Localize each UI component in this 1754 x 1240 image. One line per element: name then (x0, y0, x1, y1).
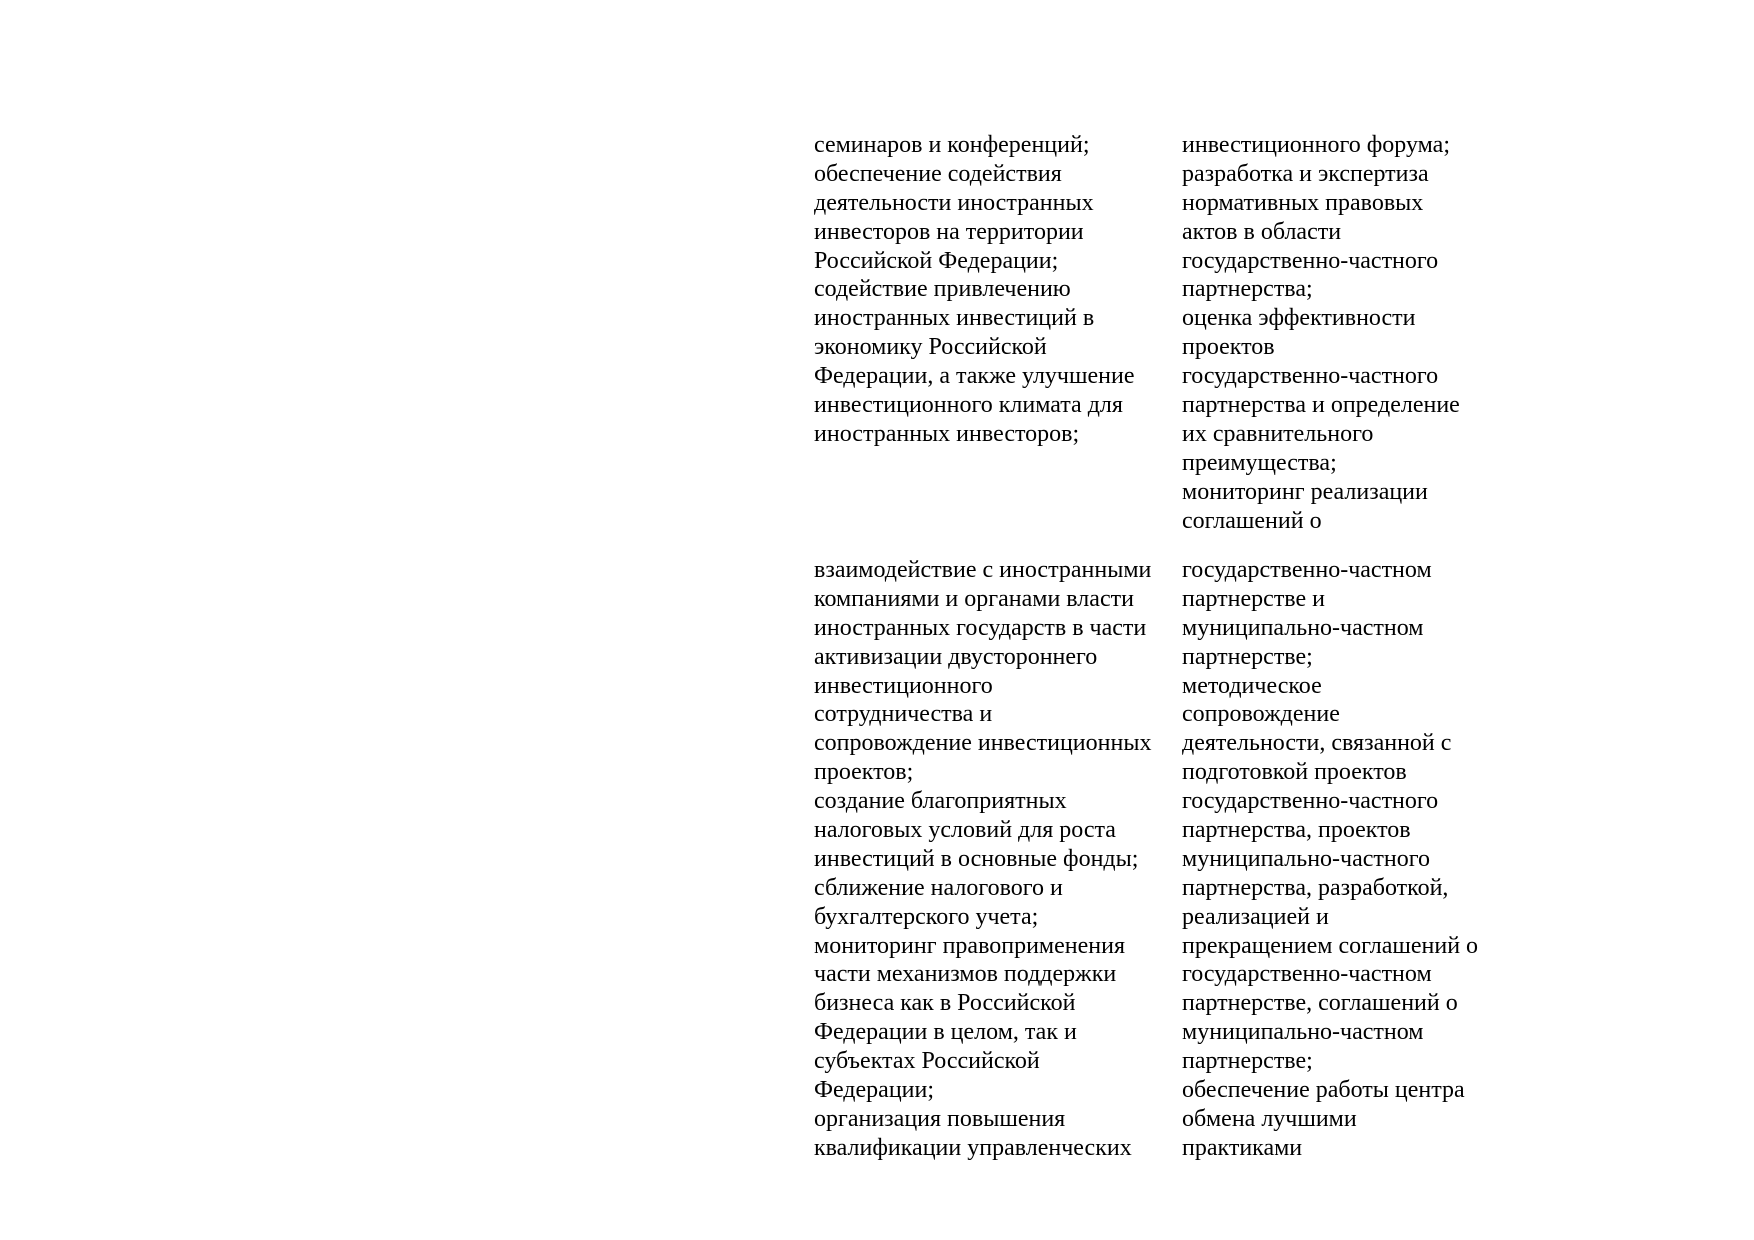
text-line: практиками (1182, 1134, 1303, 1161)
text-line: бухгалтерского учета; (814, 903, 1039, 930)
text-line: иностранных инвестиций в (814, 305, 1095, 332)
text-line: налоговых условий для роста (814, 817, 1116, 844)
text-line: квалификации управленческих (814, 1134, 1132, 1161)
text-line: деятельности иностранных (814, 189, 1094, 216)
text-line: муниципально-частном (1182, 1019, 1424, 1046)
text-line: организация повышения (814, 1105, 1066, 1132)
text-line: партнерства, проектов (1182, 817, 1411, 844)
text-line: инвестиционного (814, 672, 993, 699)
text-line: проектов; (814, 759, 914, 786)
text-line: Федерации; (814, 1077, 935, 1104)
text-line: муниципально-частном (1182, 614, 1424, 641)
text-line: инвестиционного климата для (814, 392, 1123, 419)
text-line: методическое (1182, 672, 1322, 699)
text-line: прекращением соглашений о (1182, 932, 1479, 959)
bottom-right-cell (1182, 556, 1478, 1163)
text-line: партнерстве и (1182, 585, 1325, 612)
text-line: части механизмов поддержки (814, 961, 1117, 988)
text-line: мониторинг правоприменения (814, 932, 1125, 959)
text-line: компаниями и органами власти (814, 585, 1134, 612)
text-line: мониторинг реализации (1182, 478, 1428, 505)
text-line: нормативных правовых (1182, 189, 1424, 216)
text-line: партнерства, разработкой, (1182, 874, 1449, 901)
text-line: семинаров и конференций; (814, 132, 1090, 158)
top-left-cell (814, 131, 1134, 449)
text-line: иностранных инвесторов; (814, 420, 1080, 447)
text-line: государственно-частного (1182, 788, 1439, 815)
text-line: сотрудничества и (814, 701, 993, 728)
text-line: экономику Российской (814, 334, 1047, 361)
text-line: сближение налогового и (814, 874, 1063, 901)
text-line: актов в области (1182, 218, 1342, 245)
text-line: преимущества; (1182, 449, 1337, 476)
text-line: обмена лучшими (1182, 1105, 1357, 1132)
bottom-left-cell (814, 556, 1151, 1163)
text-line: инвестиций в основные фонды; (814, 845, 1139, 872)
text-line: государственно-частном (1182, 961, 1432, 988)
text-line: обеспечение работы центра (1182, 1077, 1465, 1104)
text-line: государственно-частного (1182, 247, 1439, 274)
text-line: субъектах Российской (814, 1048, 1040, 1075)
text-line: оценка эффективности (1182, 305, 1416, 332)
text-line: инвестиционного форума; (1182, 132, 1450, 158)
text-line: муниципально-частного (1182, 845, 1430, 872)
text-line: Федерации в целом, так и (814, 1019, 1077, 1046)
top-right-cell (1182, 131, 1460, 535)
text-line: сопровождение (1182, 701, 1340, 728)
text-line: партнерстве; (1182, 643, 1313, 670)
text-line: деятельности, связанной с (1182, 730, 1452, 757)
text-line: инвесторов на территории (814, 218, 1084, 245)
text-line: партнерства; (1182, 276, 1313, 303)
text-line: Федерации, а также улучшение (814, 363, 1135, 390)
text-line: партнерства и определение (1182, 392, 1460, 419)
text-line: активизации двустороннего (814, 643, 1098, 670)
text-line: проектов (1182, 334, 1275, 361)
text-line: соглашений о (1182, 507, 1322, 534)
text-line: разработка и экспертиза (1182, 160, 1429, 187)
text-line: государственно-частного (1182, 363, 1439, 390)
text-line: иностранных государств в части (814, 614, 1147, 641)
text-line: Российской Федерации; (814, 247, 1059, 274)
text-line: бизнеса как в Российской (814, 990, 1076, 1017)
text-line: государственно-частном (1182, 557, 1432, 583)
text-line: создание благоприятных (814, 788, 1067, 815)
text-line: взаимодействие с иностранными (814, 557, 1152, 583)
text-line: партнерстве, соглашений о (1182, 990, 1458, 1017)
text-line: их сравнительного (1182, 420, 1374, 447)
text-line: реализацией и (1182, 903, 1329, 930)
text-line: партнерстве; (1182, 1048, 1313, 1075)
text-line: обеспечение содействия (814, 160, 1062, 187)
text-line: содействие привлечению (814, 276, 1071, 303)
text-line: подготовкой проектов (1182, 759, 1407, 786)
text-line: сопровождение инвестиционных (814, 730, 1152, 757)
